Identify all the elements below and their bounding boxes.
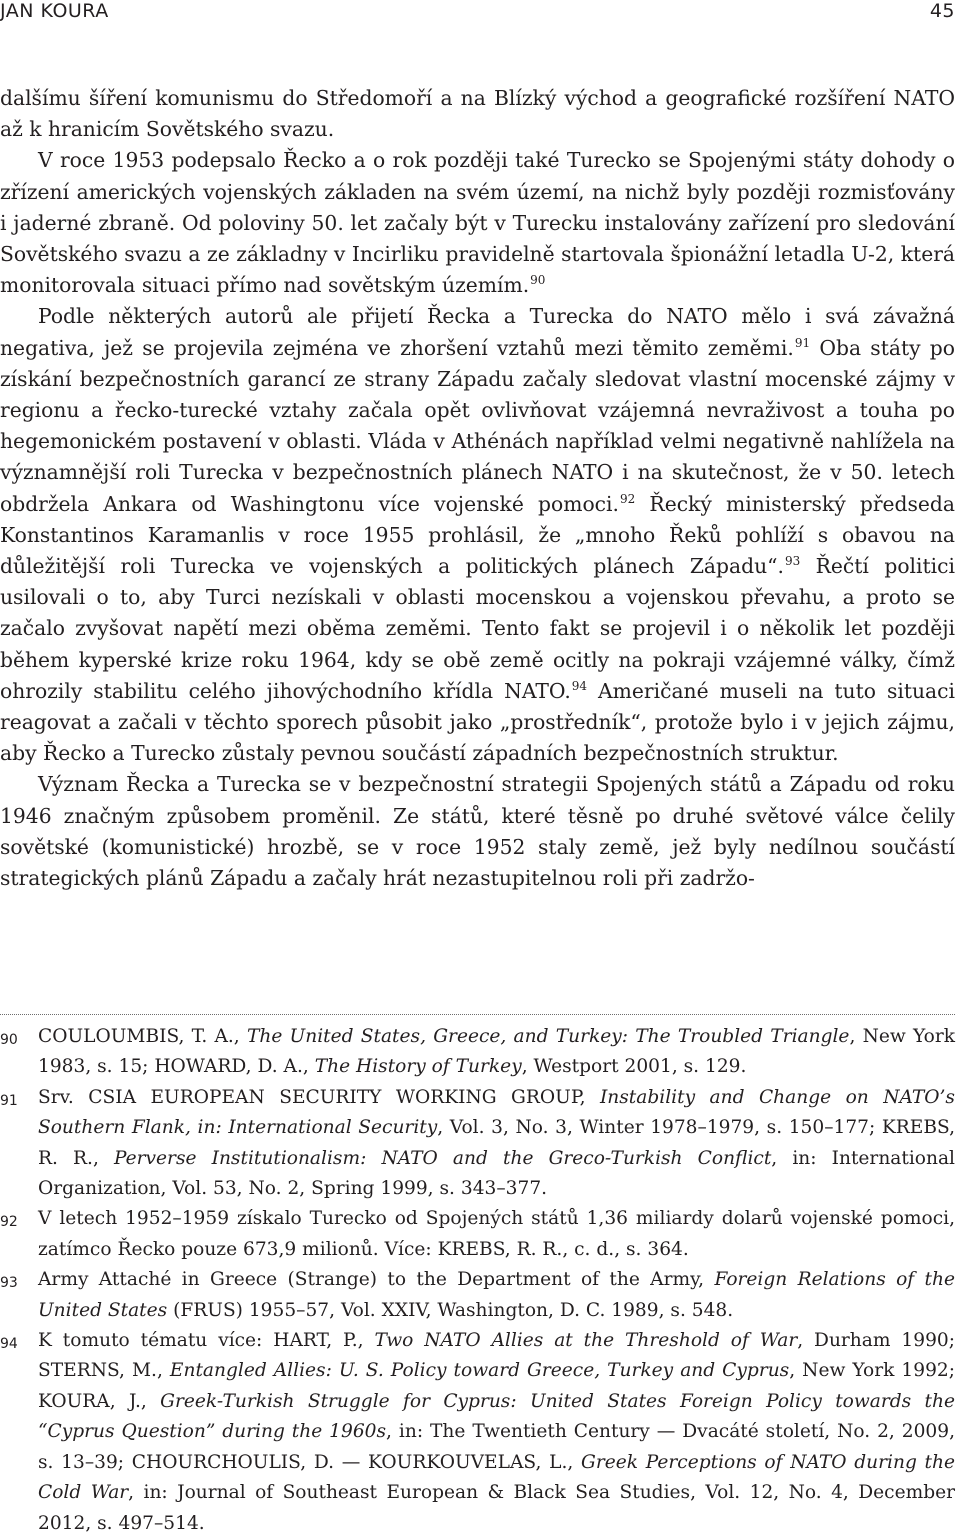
footnote-ref-92[interactable]: 92 [619,491,636,506]
paragraph-text: Američané museli na tuto situaci reagovat a začali v těchto sporech působit jako „prostředník“, protože bylo i v jejich zájmu, aby Řecko a Turecko zůstaly pevnou součástí západních bezpečnostních struktur. [0,678,955,766]
paragraph [0,301,955,769]
footnote-text: , in: Journal of Southeast European & Black Sea Studies, Vol. 12, No. 4, December 2012, s. 497–514. [38,1482,955,1534]
footnote-text: V letech 1952–1959 získalo Turecko od Spojených států 1,36 miliardy dolarů vojenské pomoci, zatímco Řecko pouze 673,9 milionů. Více: KREBS, R. R., c. d., s. 364. [38,1208,955,1260]
footnotes [0,1022,955,1539]
page-number: 45 [929,0,955,22]
paragraph-text: Podle některých autorů ale přijetí Řecka a Turecka do NATO mělo i svá závažná negativa, jež se projevila zejména ve zhoršení vztahů mezi těmito zeměmi. [0,304,955,360]
running-head-author: JAN KOURA [0,0,109,22]
footnote-number: 93 [0,1275,18,1292]
footnote-title: Greek-Turkish Struggle for Cyprus: United States Foreign Policy towards the “Cyprus Question” during the 1960s [38,1390,955,1443]
paragraph-text: dalšímu šíření komunismu do Středomoří a na Blízký východ a geografické rozšíření NATO až k hranicím Sovětského svazu. [0,86,955,142]
main-text [0,83,955,894]
footnote-text: , Vol. 3, No. 3, Winter 1978–1979, s. 150–177; KREBS, R. R., [38,1117,955,1169]
footnote-number: 92 [0,1214,18,1231]
footnote-text: , Westport 2001, s. 129. [521,1056,747,1078]
footnote-ref-90[interactable]: 90 [530,273,546,288]
footnote-title: The United States, Greece, and Turkey: The Troubled Triangle [246,1026,850,1047]
footnote-text: , in: The Twentieth Century — Dvacáté století, No. 2, 2009, s. 13–39; CHOURCHOULIS, D. — KOURKOUVELAS, L., [38,1421,955,1473]
footnote-title: Foreign Relations of the United States [38,1269,955,1321]
footnote-91 [0,1083,955,1205]
footnote-title: Two NATO Allies at the Threshold of War [374,1330,798,1352]
paragraph-text: Řečtí politici usilovali o to, aby Turci nezískali v oblasti mocenskou a vojenskou převahu, a proto se začalo zvyšovat napětí mezi oběma zeměmi. Tento fakt se projevil i o několik let později během kyperské krize roku 1964, kdy se obě země ocitly na pokraji vzájemné války, čímž ohrozily stabilitu celého jihovýchodního křídla NATO. [0,554,955,703]
footnote-number: 91 [0,1092,18,1109]
footnote-ref-91[interactable]: 91 [794,335,811,350]
footnote-text: , New York 1983, s. 15; HOWARD, D. A., [38,1026,955,1078]
footnote-94 [0,1326,955,1539]
footnote-text: , in: International Organization, Vol. 53, No. 2, Spring 1999, s. 343–377. [38,1147,955,1200]
paragraph [0,83,955,145]
footnote-text: K tomuto tématu více: HART, P., [38,1330,375,1352]
footnote-ref-93[interactable]: 93 [784,554,801,569]
footnote-title: Greek Perceptions of NATO during the Cold War [38,1451,956,1504]
running-head [0,0,955,24]
footnote-text: COULOUMBIS, T. A., [38,1026,247,1047]
footnote-text: , Durham 1990; STERNS, M., [38,1330,955,1382]
footnote-number: 94 [0,1336,18,1353]
paragraph-text: V roce 1953 podepsalo Řecko a o rok později také Turecko se Spojenými státy dohody o zřízení amerických vojenských základen na svém území, na nichž byly později rozmisťovány i jaderné zbraně. Od poloviny 50. let začaly být v Turecku instalovány zařízení pro sledování Sovětského svazu a ze základny v Incirliku pravidelně startovala špionážní letadla U-2, která monitorovala situaci přímo nad sovětským územím. [0,148,955,298]
paragraph-text: Oba státy po získání bezpečnostních garancí ze strany Západu začaly sledovat vlastní mocenské zájmy v regionu a řecko-turecké vztahy začala opět ovlivňovat vzájemná nevraživost a touha po hegemonickém postavení v oblasti. Vláda v Athénách například velmi negativně nahlížela na významnější roli Turecka v bezpečnostních plánech NATO i na skutečnost, že v 50. letech obdržela Ankara od Washingtonu více vojenské pomoci. [0,335,955,516]
paragraph [0,769,955,894]
footnote-number: 90 [0,1032,18,1048]
footnote-92 [0,1204,955,1265]
paragraph-text: Význam Řecka a Turecka se v bezpečnostní strategii Spojených států a Západu od roku 1946 značným způsobem proměnil. Ze států, které těsně po druhé světové válce čelily sovětské (komunistické) hrozbě, se v roce 1952 staly země, jež byly nedílnou součástí strategických plánů Západu a začaly hrát nezastupitelnou roli při zadržo- [0,772,955,891]
paragraph-text: Řecký ministerský předseda Konstantinos Karamanlis v roce 1955 prohlásil, že „mnoho Řeků pohlíží s obavou na důležitější roli Turecka ve vojenských a politických plánech Západu“. [0,491,956,579]
footnote-title: The History of Turkey [314,1056,522,1078]
footnote-90 [0,1022,955,1083]
footnote-title: Perverse Institutionalism: NATO and the Greco-Turkish Conflict [113,1147,772,1169]
footnote-divider [0,1014,955,1015]
footnote-ref-94[interactable]: 94 [571,678,588,693]
footnote-text: , New York 1992; KOURA, J., [38,1360,955,1412]
footnote-title: Instability and Change on NATO’s Southern Flank, in: International Security [38,1086,955,1139]
footnote-93 [0,1265,955,1326]
paragraph [0,145,955,301]
footnote-text: Army Attaché in Greece (Strange) to the Department of the Army, [38,1269,715,1291]
footnote-text: (FRUS) 1955–57, Vol. XXIV, Washington, D. C. 1989, s. 548. [167,1299,734,1321]
footnote-text: Srv. CSIA EUROPEAN SECURITY WORKING GROUP, [38,1086,600,1108]
footnote-title: Entangled Allies: U. S. Policy toward Greece, Turkey and Cyprus [169,1360,790,1382]
